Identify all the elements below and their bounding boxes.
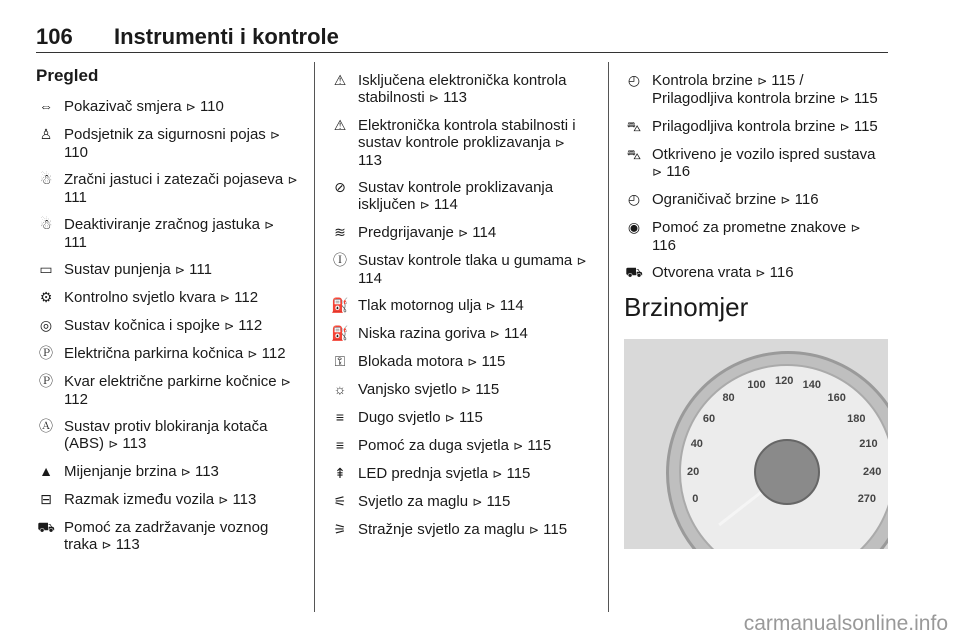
page-ref[interactable]: 115 xyxy=(502,465,531,482)
warning-light-icon: ⚠ xyxy=(333,117,347,133)
page-ref-arrow-icon: ⊳ xyxy=(174,263,185,277)
entry-text: Pomoć za duga svjetla xyxy=(358,437,514,454)
warning-light-icon: ⛍ xyxy=(626,146,642,162)
page-ref[interactable]: 114 xyxy=(358,270,382,287)
entry-text: Vanjsko svjetlo xyxy=(358,381,462,398)
page-ref-arrow-icon: ⊳ xyxy=(839,120,850,134)
page-ref[interactable]: 110 xyxy=(195,98,224,115)
warning-light-icon: ◉ xyxy=(627,219,641,235)
page-ref[interactable]: 116 xyxy=(765,264,794,281)
page-ref[interactable]: 110 xyxy=(64,144,88,161)
index-entry xyxy=(330,224,592,242)
speedometer-tick-label: 20 xyxy=(687,465,700,478)
index-entry xyxy=(330,72,592,107)
page-ref-arrow-icon: ⊳ xyxy=(757,74,768,88)
entry-text: Dugo svjetlo xyxy=(358,409,445,426)
page-ref-arrow-icon: ⊳ xyxy=(513,439,524,453)
entry-text: Pomoć za zadržavanje voznog traka xyxy=(64,519,269,553)
page-ref[interactable]: 115 xyxy=(454,409,483,426)
entry-text: Sustav punjenja xyxy=(64,261,175,278)
warning-light-icon: ☃ xyxy=(39,216,53,232)
page-ref[interactable]: 115 xyxy=(523,437,552,454)
entry-text: Mijenjanje brzina xyxy=(64,463,181,480)
index-entry xyxy=(36,317,298,335)
entry-text: Deaktiviranje zračnog jastuka xyxy=(64,216,265,233)
warning-light-icon: ☃ xyxy=(39,171,53,187)
page-ref[interactable]: 112 xyxy=(229,289,259,306)
footer-watermark: carmanualsonline.info xyxy=(743,612,948,635)
warning-light-icon: ⚠ xyxy=(333,72,347,88)
page-ref-arrow-icon: ⊳ xyxy=(101,538,112,552)
index-entry xyxy=(36,418,298,453)
column-2 xyxy=(330,56,592,549)
page-ref-arrow-icon: ⊳ xyxy=(219,291,230,305)
warning-light-icon: ◴ xyxy=(627,72,641,88)
entry-text: Tlak motornog ulja xyxy=(358,297,486,314)
page-ref-arrow-icon: ⊳ xyxy=(755,266,766,280)
speedometer-tick-label: 180 xyxy=(847,412,866,425)
warning-light-icon: ⚿ xyxy=(334,353,346,369)
chapter-title: Instrumenti i kontrole xyxy=(114,24,339,49)
index-entry xyxy=(36,171,298,206)
page-ref-arrow-icon: ⊳ xyxy=(444,411,455,425)
index-entry xyxy=(330,353,592,371)
index-entry xyxy=(36,491,298,509)
page-ref[interactable]: 111 xyxy=(64,234,87,251)
section-title-brzinomjer: Brzinomjer xyxy=(624,292,749,322)
warning-light-icon: ≋ xyxy=(334,224,346,240)
page-ref[interactable]: 113 xyxy=(118,435,147,452)
page-ref-arrow-icon: ⊳ xyxy=(218,493,229,507)
index-entry xyxy=(36,216,298,251)
entry-text-extra: / Prilagodljiva kontrola brzine xyxy=(652,72,840,107)
warning-light-icon: ⛽ xyxy=(331,297,349,313)
page-ref-arrow-icon: ⊳ xyxy=(185,100,196,114)
page-ref-arrow-icon: ⊳ xyxy=(419,198,430,212)
page-number: 106 xyxy=(36,24,73,49)
page-ref-arrow-icon: ⊳ xyxy=(576,254,587,268)
index-entry xyxy=(624,72,886,108)
index-entry xyxy=(330,437,592,455)
page-ref[interactable]: 112 xyxy=(257,345,286,362)
warning-light-icon: Ⓟ xyxy=(39,345,53,361)
page-ref[interactable]: 115 xyxy=(849,118,878,135)
page-ref-arrow-icon: ⊳ xyxy=(461,383,472,397)
entry-text: Sustav kočnica i spojke xyxy=(64,317,225,334)
index-entry xyxy=(624,219,886,254)
warning-light-icon: Ⓐ xyxy=(39,418,53,434)
index-entry xyxy=(330,252,592,287)
column-divider xyxy=(608,62,609,612)
speedometer-tick-label: 160 xyxy=(827,392,846,405)
page-ref-arrow-icon: ⊳ xyxy=(280,375,291,389)
page-ref-arrow-icon: ⊳ xyxy=(472,495,483,509)
speedometer-tick-label: 100 xyxy=(747,379,766,392)
page-ref-arrow-icon: ⊳ xyxy=(247,347,258,361)
speedometer-tick-label: 120 xyxy=(775,375,794,387)
page-ref[interactable]: 115 xyxy=(477,353,506,370)
index-entry xyxy=(330,409,592,427)
page-ref-arrow-icon: ⊳ xyxy=(528,523,539,537)
warning-light-icon: ◴ xyxy=(627,191,641,207)
entry-text: Otvorena vrata xyxy=(652,264,756,281)
page-ref[interactable]: 116 xyxy=(790,191,819,208)
page-ref-arrow-icon: ⊳ xyxy=(180,465,191,479)
page-ref-arrow-icon: ⊳ xyxy=(554,136,565,150)
entry-text: Električna parkirna kočnica xyxy=(64,345,248,362)
entry-text: Isključena elektronička kontrola stabilnosti xyxy=(358,72,567,106)
entry-text: LED prednja svjetla xyxy=(358,465,493,482)
entry-text: Kontrolno svjetlo kvara xyxy=(64,289,220,306)
page-ref[interactable]: 113 xyxy=(438,89,468,106)
entry-text: Kontrola brzine xyxy=(652,72,758,89)
entry-text: Prilagodljiva kontrola brzine xyxy=(652,118,840,135)
speedometer-hub xyxy=(754,439,820,505)
page-ref[interactable]: 111 xyxy=(64,189,87,206)
page-ref[interactable]: 114 xyxy=(429,196,458,213)
page-ref-arrow-icon: ⊳ xyxy=(467,355,478,369)
index-entry xyxy=(330,493,592,511)
speedometer-tick-label: 60 xyxy=(702,412,716,425)
entry-text: Stražnje svjetlo za maglu xyxy=(358,521,529,538)
warning-light-icon: ♙ xyxy=(39,126,53,142)
column-divider xyxy=(314,62,315,612)
index-entry xyxy=(624,118,886,136)
warning-light-icon: Ⓘ xyxy=(333,252,347,268)
speedometer-tick-label: 240 xyxy=(862,465,882,478)
entry-text: Pomoć za prometne znakove xyxy=(652,219,851,236)
index-entry xyxy=(36,373,298,408)
page-ref[interactable]: 111 xyxy=(184,261,212,278)
page-ref[interactable]: 113 xyxy=(228,491,257,508)
warning-light-icon: ▭ xyxy=(39,261,53,277)
index-entry xyxy=(330,297,592,315)
page-ref-arrow-icon: ⊳ xyxy=(108,437,119,451)
page-ref[interactable]: 115 xyxy=(849,90,878,107)
page-ref[interactable]: 113 xyxy=(111,536,140,553)
warning-light-icon: ⊟ xyxy=(40,491,52,507)
page-ref-arrow-icon: ⊳ xyxy=(458,226,469,240)
index-entry xyxy=(624,264,886,282)
entry-text: Sustav kontrole proklizavanja isključen xyxy=(358,179,554,213)
page-ref[interactable]: 115 xyxy=(538,521,568,538)
page-ref-arrow-icon: ⊳ xyxy=(850,221,861,235)
speedometer-tick-label: 40 xyxy=(690,437,703,450)
section-title-pregled: Pregled xyxy=(36,66,99,85)
page-ref[interactable]: 113 xyxy=(358,152,382,169)
page-ref[interactable]: 113 xyxy=(190,463,219,480)
entry-text: Podsjetnik za sigurnosni pojas xyxy=(64,126,270,143)
index-entry xyxy=(330,325,592,343)
page-header xyxy=(36,24,888,53)
entry-text: Sustav protiv blokiranja kotača (ABS) xyxy=(64,418,268,452)
index-entry xyxy=(36,126,298,161)
index-entry xyxy=(624,191,886,209)
page-ref[interactable]: 116 xyxy=(652,237,676,254)
entry-text: Elektronička kontrola stabilnosti i sustav kontrole proklizavanja xyxy=(358,117,576,151)
warning-light-icon: ⇔ xyxy=(39,98,53,114)
speedometer-tick-label: 210 xyxy=(859,437,878,450)
page-ref-arrow-icon: ⊳ xyxy=(839,92,850,106)
index-entry xyxy=(36,98,298,116)
page-ref-arrow-icon: ⊳ xyxy=(428,91,439,105)
page-ref-arrow-icon: ⊳ xyxy=(269,128,281,142)
index-entry xyxy=(36,289,298,307)
entry-text: Predgrijavanje xyxy=(358,224,459,241)
index-entry xyxy=(330,117,592,169)
index-entry xyxy=(36,463,298,481)
speedometer-tick-label: 0 xyxy=(692,493,699,506)
index-entry xyxy=(36,519,298,554)
warning-light-icon: ◎ xyxy=(39,317,53,333)
page-ref[interactable]: 115 xyxy=(767,72,796,89)
warning-light-icon: Ⓟ xyxy=(39,373,53,389)
page-ref-arrow-icon: ⊳ xyxy=(224,319,235,333)
warning-light-icon: ⇞ xyxy=(334,465,346,481)
speedometer-tick-label: 80 xyxy=(722,392,735,405)
page-ref-arrow-icon: ⊳ xyxy=(287,173,298,187)
page-ref-arrow-icon: ⊳ xyxy=(485,299,496,313)
page-ref-arrow-icon: ⊳ xyxy=(652,165,663,179)
page-ref[interactable]: 112 xyxy=(64,391,88,408)
page-ref[interactable]: 112 xyxy=(234,317,263,334)
warning-light-icon: ⛍ xyxy=(626,118,642,134)
entry-text: Razmak između vozila xyxy=(64,491,219,508)
warning-light-icon: ▲ xyxy=(39,463,53,479)
index-entry xyxy=(36,345,298,363)
page-ref[interactable]: 115 xyxy=(482,493,511,510)
speedometer-tick-label: 140 xyxy=(802,379,822,392)
entry-text: Blokada motora xyxy=(358,353,468,370)
index-entry xyxy=(624,146,886,181)
entry-text: Sustav kontrole tlaka u gumama xyxy=(358,252,577,269)
page-ref-arrow-icon: ⊳ xyxy=(492,467,503,481)
index-entry xyxy=(330,381,592,399)
page-ref[interactable]: 114 xyxy=(495,297,524,314)
page-ref-arrow-icon: ⊳ xyxy=(264,218,275,232)
warning-light-icon: ⚞ xyxy=(333,521,347,537)
warning-light-icon: ≡ xyxy=(335,437,345,453)
entry-text: Niska razina goriva xyxy=(358,325,490,342)
warning-light-icon: ⛟ xyxy=(37,519,55,535)
warning-light-icon: ⊘ xyxy=(334,179,346,195)
warning-light-icon: ⛟ xyxy=(625,264,643,280)
index-entry xyxy=(330,521,592,539)
speedometer-image xyxy=(624,339,888,549)
entry-text: Ograničivač brzine xyxy=(652,191,781,208)
page-ref[interactable]: 114 xyxy=(499,325,528,342)
entry-text: Zračni jastuci i zatezači pojaseva xyxy=(64,171,288,188)
column-1 xyxy=(36,56,298,564)
column-3 xyxy=(624,56,886,549)
index-entry xyxy=(330,465,592,483)
warning-light-icon: ≡ xyxy=(335,409,345,425)
page-ref[interactable]: 115 xyxy=(471,381,500,398)
page-ref[interactable]: 114 xyxy=(468,224,497,241)
warning-light-icon: ⚙ xyxy=(39,289,53,305)
page-ref-arrow-icon: ⊳ xyxy=(489,327,500,341)
entry-text: Kvar električne parkirne kočnice xyxy=(64,373,281,390)
entry-text: Otkriveno je vozilo ispred sustava xyxy=(652,146,876,163)
page-ref[interactable]: 116 xyxy=(662,163,691,180)
speedometer-tick-label: 270 xyxy=(857,493,877,506)
index-entry xyxy=(330,179,592,214)
warning-light-icon: ☼ xyxy=(333,381,347,397)
entry-text: Svjetlo za maglu xyxy=(358,493,473,510)
page-ref-arrow-icon: ⊳ xyxy=(780,193,791,207)
index-entry xyxy=(36,261,298,279)
warning-light-icon: ⛽ xyxy=(331,325,349,341)
entry-text: Pokazivač smjera xyxy=(64,98,186,115)
warning-light-icon: ⚟ xyxy=(333,493,347,509)
